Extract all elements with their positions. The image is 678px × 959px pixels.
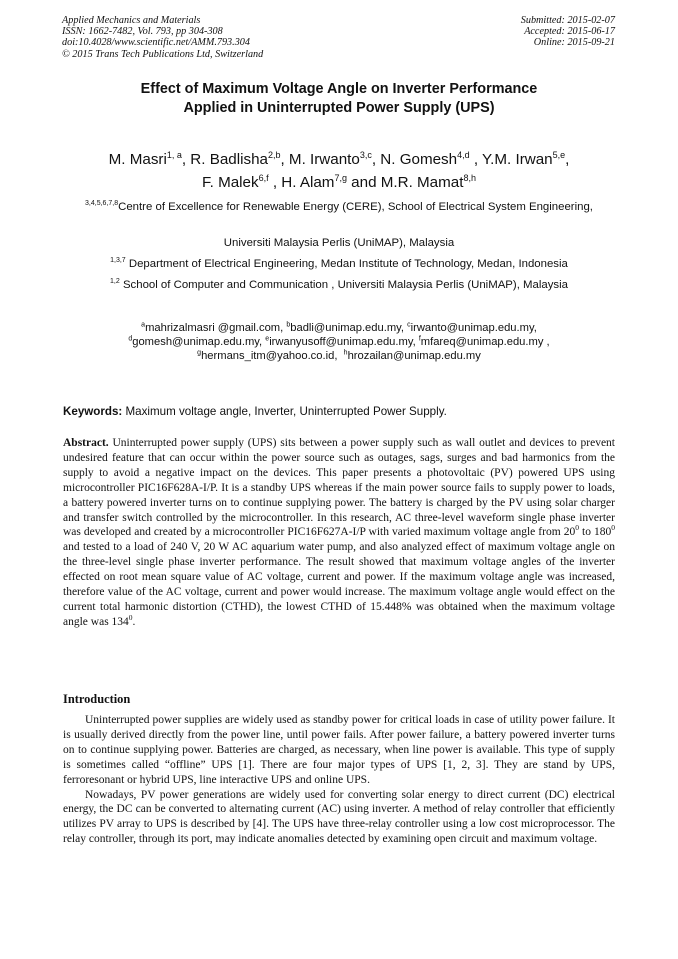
email-f[interactable]: mfareq@unimap.edu.my , [420,336,550,349]
author-name: , N. Gomesh [371,151,458,168]
email-list [60,321,618,364]
affiliation-2 [60,257,618,272]
keywords [63,405,623,418]
author-list [40,149,638,194]
affiliation-1 [60,200,618,215]
email-line-2 [60,335,618,349]
affiliation-sup: 1,2 [110,278,120,286]
introduction-body [63,713,615,847]
author-name: , Y.M. Irwan [469,151,553,168]
doi-line[interactable]: doi:10.4028/www.scientific.net/AMM.793.304 [62,37,250,49]
email-line-1 [60,321,618,335]
email-sup: b [286,321,291,329]
author-name: , R. Badlisha [181,151,268,168]
affiliation-sup: 1,3,7 [110,257,126,265]
author-separator: , [565,151,570,168]
title-line-2: Applied in Uninterrupted Power Supply (UPS) [183,100,495,116]
author-sup: 1, a [166,149,182,160]
keywords-label: Keywords: [63,405,123,418]
abstract-label: Abstract. [63,437,109,449]
intro-paragraph-2: Nowadays, PV power generations are widely used for converting solar energy to direct current (DC) electrical energy, the DC can be converted to alternating current (AC) using inverter. A method of relay controller that efficiently utilizes PV array to UPS is described by [4]. The UPS have three-relay controller using a low cost microprocessor. The relay controller, through its port, may indicate anomalies detected by examining open circuit and maximum voltage. [63,788,615,846]
author-sup: 6,f [258,172,269,183]
online-date: Online: 2015-09-21 [533,37,615,49]
issn-line: ISSN: 1662-7482, Vol. 793, pp 304-308 [62,26,223,38]
email-sup: f [418,335,421,343]
abstract-text: . [132,615,136,628]
email-sup: h [343,349,348,357]
author-name: , H. Alam [268,173,335,191]
title-line-1: Effect of Maximum Voltage Angle on Inverter Performance [140,81,538,97]
author-name: , M. Irwanto [280,151,360,168]
accepted-date: Accepted: 2015-06-17 [524,26,615,38]
email-sup: g [197,349,202,357]
author-name: and M.R. Mamat [346,173,464,191]
email-a[interactable]: mahrizalmasri @gmail.com, [145,322,284,334]
email-e[interactable]: irwanyusoff@unimap.edu.my, [269,336,416,349]
abstract-text: and tested to a load of 240 V, 20 W AC aquarium water pump, and also analyzed effect of maximum voltage angle on the three-level single phase inverter performance. The result showed that maximum voltage angles of the inverter effected on root mean square value of AC voltage, current and power. If the maximum voltage angle was increased, therefore value of the AC voltage, current and power would increase. The maximum voltage angle would effect on the current total harmonic distortion (CTHD), the lowest CTHD of 15.448% was obtained when the maximum voltage angle was 134 [63,541,615,628]
affiliation-text: School of Computer and Communication , Universiti Malaysia Perlis (UniMAP), Malaysia [122,279,568,291]
paper-title [40,80,638,118]
email-d[interactable]: gomesh@unimap.edu.my, [132,336,263,349]
author-line-2 [40,172,638,195]
affiliation-1-line-2: Universiti Malaysia Perlis (UniMAP), Malaysia [223,237,455,249]
degree-sup: 0 [575,523,579,533]
author-sup: 2,b [267,149,281,160]
copyright-line: © 2015 Trans Tech Publications Ltd, Switzerland [62,48,264,60]
degree-sup: 0 [128,613,133,623]
affiliation-text: Centre of Excellence for Renewable Energy (CERE), School of Electrical System Engineering, [118,201,593,213]
email-sup: c [407,321,411,329]
author-sup: 5,e [552,149,566,160]
intro-paragraph-1: Uninterrupted power supplies are widely used as standby power for critical loads in case of utility power failure. It is usually derived directly from the power line, until power fails. After power failure, a battery powered inverter turns on to continue supplying power. Batteries are charged, as necessary, when line power is available. This type of supply is sometimes called “offline” UPS [1]. There are four major types of UPS [1, 2, 3]. They are stand by UPS, ferroresonant or hybrid UPS, line interactive UPS and online UPS. [63,714,615,786]
email-c[interactable]: irwanto@unimap.edu.my, [410,322,537,334]
section-heading-introduction: Introduction [63,692,131,706]
author-name: M. Masri [108,151,167,168]
email-line-3 [60,349,618,363]
email-sup: a [141,321,146,329]
author-sup: 8,h [463,172,476,183]
author-sup: 3,c [359,149,372,160]
journal-header [62,15,263,60]
dates-header [521,15,615,49]
email-sup: e [265,335,270,343]
journal-name: Applied Mechanics and Materials [62,15,201,26]
affiliation-text: Department of Electrical Engineering, Medan Institute of Technology, Medan, Indonesia [128,258,568,270]
author-name: F. Malek [202,173,259,191]
email-b[interactable]: badli@unimap.edu.my, [290,322,405,334]
submitted-date: Submitted: 2015-02-07 [520,15,615,26]
email-sup: d [128,335,133,343]
keywords-text: Maximum voltage angle, Inverter, Uninterrupted Power Supply. [125,405,447,418]
author-sup: 4,d [457,149,470,160]
degree-sup: 0 [611,523,615,533]
abstract [63,436,615,630]
email-h[interactable]: hrozailan@unimap.edu.my [347,350,481,363]
author-sup: 7,g [334,172,347,183]
abstract-text: to 180 [578,526,612,539]
email-g[interactable]: hermans_itm@yahoo.co.id, [201,350,338,363]
affiliation-3 [60,278,618,293]
affiliation-sup: 3,4,5,6,7,8 [85,200,119,208]
abstract-text: Uninterrupted power supply (UPS) sits between a power supply such as wall outlet and devices to prevent undesired feature that can occur within the power source such as outages, sags, surges and bad harmonics from the supply to avoid a negative impact on the devices. This paper presents a photovoltaic (PV) powered UPS using microcontroller PIC16F628A-I/P. It is a standby UPS whereas if the main power source fails to supply power to loads, a battery powered inverter turns on to continue supplying power. The battery is charged by the PV using solar charger and transfer switch controlled by the microcontroller. In this research, AC three-level waveform single phase inverter was developed and created by a microcontroller PIC16F627A-I/P with varied maximum voltage angle from 20 [63,437,616,539]
author-line-1 [40,149,638,172]
